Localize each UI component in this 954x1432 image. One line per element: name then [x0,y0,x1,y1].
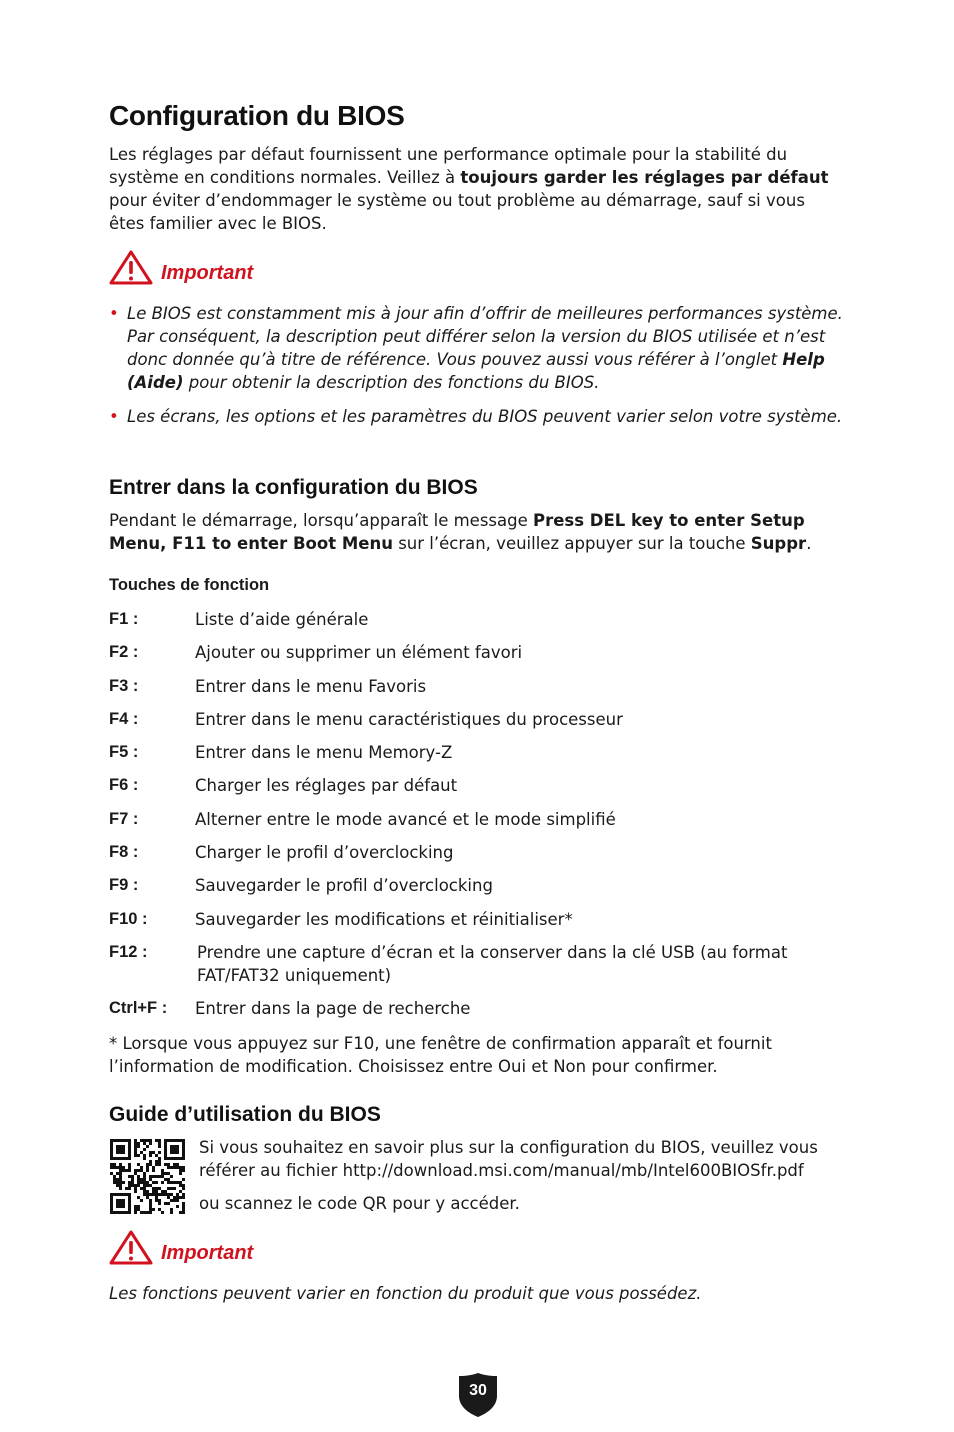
list-item [109,405,844,428]
section-heading-enter: Entrer dans la configuration du BIOS [109,476,478,499]
key-row [109,997,844,1020]
key-row [109,908,844,931]
key-desc: Charger les réglages par défaut [195,776,458,796]
intro-text: Les réglages par défaut fournissent une performance optimale pour la stabilité du système en conditions normales. Veillez à [109,145,788,187]
key-desc: Alterner entre le mode avancé et le mode simplifié [195,809,616,829]
enter-paragraph [109,509,839,555]
key-row [109,675,844,698]
function-keys-table [109,608,844,1031]
bullet-bold: Help (Aide) [127,350,825,392]
enter-bold-message: Press DEL key to enter Setup Menu, F11 to enter Boot Menu [109,511,805,553]
important-label: Important [161,1241,254,1264]
key-label: F1 : [109,610,139,628]
key-desc: Entrer dans le menu Memory-Z [195,743,453,763]
important-header [109,1230,253,1266]
bullet-text: Les écrans, les options et les paramètres du BIOS peuvent varier selon votre système. [127,407,843,426]
key-row [109,774,844,797]
key-label: F3 : [109,676,139,695]
list-item [109,302,844,394]
intro-paragraph [109,143,839,235]
key-label: F4 : [109,709,139,728]
bullet-icon: • [109,407,119,426]
key-row [109,641,844,664]
guide-text-qr: ou scannez le code QR pour y accéder. [199,1194,520,1213]
important-label: Important [161,261,254,284]
intro-text-end: pour éviter d’endommager le système ou tout problème au démarrage, sauf si vous êtes familier avec le BIOS. [109,191,805,233]
key-label: F12 : [109,942,148,961]
key-row [109,708,844,731]
bullet-text: Le BIOS est constamment mis à jour afin d’offrir de meilleures performances système. Par conséquent, la description peut différer selon la version du BIOS utilisée et n’est donc donnée qu’à titre de référence. Vous pouvez aussi vous référer à l’onglet [127,304,843,369]
bullet-text-end: pour obtenir la description des fonctions du BIOS. [183,373,600,392]
key-label: F5 : [109,743,139,762]
key-row [109,741,844,764]
warning-icon [109,250,153,286]
key-row [109,808,844,831]
final-note: Les fonctions peuvent varier en fonction du produit que vous possédez. [109,1284,702,1303]
key-row [109,608,844,631]
bullet-icon: • [109,304,119,323]
page-number: 30 [469,1382,487,1399]
key-label: F9 : [109,876,139,895]
intro-bold: toujours garder les réglages par défaut [460,168,829,187]
key-label: F10 : [109,909,148,928]
enter-text: Pendant le démarrage, lorsqu’apparaît le message [109,511,533,530]
key-desc: Entrer dans le menu Favoris [195,676,427,696]
enter-bold-key: Suppr [750,534,807,553]
key-desc: Ajouter ou supprimer un élément favori [195,643,523,663]
key-label: F8 : [109,843,139,862]
important-list [109,302,844,439]
enter-text-mid: sur l’écran, veuillez appuyer sur la touche [392,534,751,553]
f10-footnote: * Lorsque vous appuyez sur F10, une fenêtre de confirmation apparaît et fournit l’information de modification. Choisissez entre Oui et Non pour confirmer. [109,1034,772,1076]
key-desc: Entrer dans la page de recherche [195,999,471,1019]
key-desc: Charger le profil d’overclocking [195,843,454,863]
key-label: F7 : [109,809,139,828]
important-header [109,250,253,286]
section-heading-guide: Guide d’utilisation du BIOS [109,1103,381,1126]
key-label: F6 : [109,776,139,795]
page-title: Configuration du BIOS [109,100,405,131]
enter-text-end: . [806,534,812,553]
qr-code-icon[interactable] [110,1139,185,1214]
key-desc: Entrer dans le menu caractéristiques du processeur [195,709,623,729]
key-row [109,841,844,864]
function-keys-heading: Touches de fonction [109,576,270,594]
key-desc: Sauvegarder le profil d’overclocking [195,876,493,896]
warning-icon [109,1230,153,1266]
key-label: Ctrl+F : [109,999,168,1018]
guide-text: Si vous souhaitez en savoir plus sur la configuration du BIOS, veuillez vous référer au fichier http://download.msi.com/manual/mb/Intel600BIOSfr.pdf [199,1138,818,1180]
page-number-badge [458,1372,498,1418]
key-row [109,874,844,897]
key-row [109,941,844,987]
key-desc: Sauvegarder les modifications et réinitialiser* [195,909,573,929]
key-desc: Prendre une capture d’écran et la conserver dans la clé USB (au format FAT/FAT32 uniquement) [197,942,788,985]
key-label: F2 : [109,643,139,662]
key-desc: Liste d’aide générale [195,610,369,629]
